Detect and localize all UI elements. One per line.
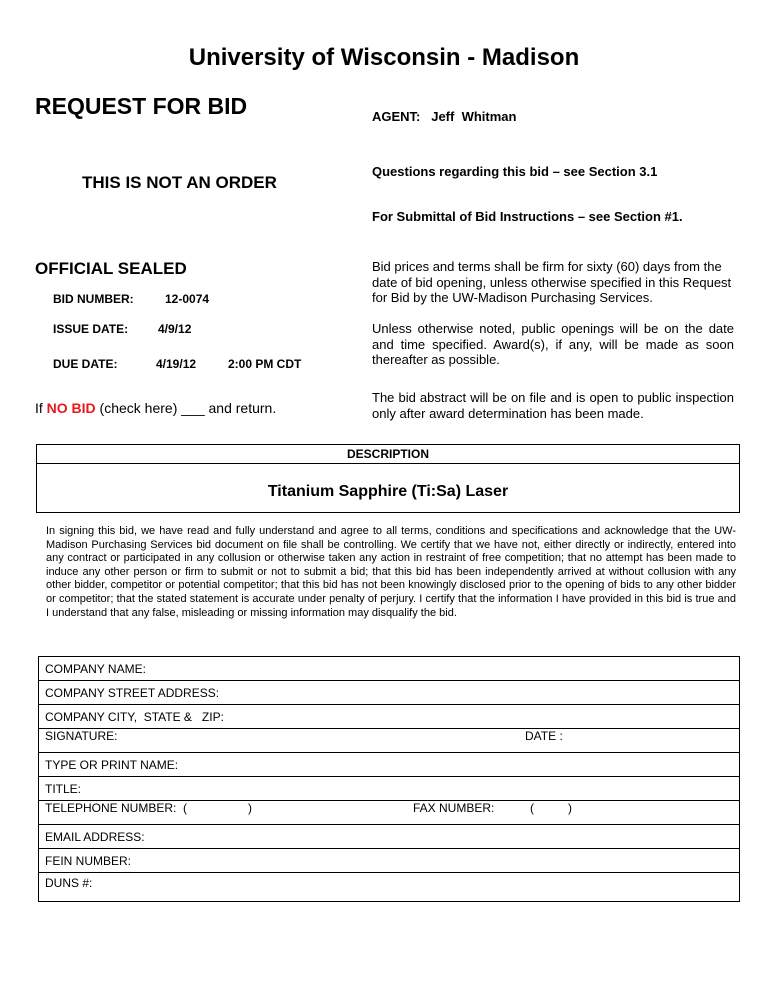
form-row (39, 657, 740, 681)
form-row (39, 873, 740, 902)
title-field[interactable]: TITLE: (39, 777, 740, 801)
official-sealed-heading: OFFICIAL SEALED (35, 259, 187, 278)
company-info-form (38, 656, 740, 902)
city-state-zip-field[interactable]: COMPANY CITY, STATE & ZIP: (39, 705, 740, 729)
due-date-label: DUE DATE: (53, 357, 118, 371)
bid-number-value: 12-0074 (165, 292, 210, 306)
phone-fax-field[interactable] (39, 801, 740, 825)
no-bid-prefix: If (35, 400, 47, 416)
form-row (39, 801, 740, 825)
form-row (39, 753, 740, 777)
bid-abstract-paragraph: The bid abstract will be on file and is open to public inspection only after award determination has been made. (372, 390, 734, 421)
questions-notice: Questions regarding this bid – see Section 3.1 (372, 164, 658, 179)
due-date-value: 4/19/12 (156, 357, 197, 371)
form-row (39, 705, 740, 729)
company-name-field[interactable]: COMPANY NAME: (39, 657, 740, 681)
fax-open-paren: ( (530, 801, 534, 815)
bid-number-label: BID NUMBER: (53, 292, 134, 306)
agent-label: AGENT: Jeff Whitman (372, 109, 517, 124)
form-row (39, 849, 740, 873)
public-openings-paragraph: Unless otherwise noted, public openings will be on the date and time specified. Award(s), if any, will be made as soon thereafter as possible. (372, 321, 734, 367)
print-name-field[interactable]: TYPE OR PRINT NAME: (39, 753, 740, 777)
form-row (39, 825, 740, 849)
fein-field[interactable]: FEIN NUMBER: (39, 849, 740, 873)
document-type-heading: REQUEST FOR BID (35, 93, 248, 119)
email-field[interactable]: EMAIL ADDRESS: (39, 825, 740, 849)
issue-date-value: 4/9/12 (158, 322, 192, 336)
telephone-close-paren: ) (248, 801, 252, 815)
description-heading: DESCRIPTION (37, 445, 739, 464)
fax-label: FAX NUMBER: (413, 801, 495, 815)
not-an-order-notice: THIS IS NOT AN ORDER (82, 173, 277, 192)
due-time-value: 2:00 PM CDT (228, 357, 302, 371)
telephone-label: TELEPHONE NUMBER: ( (45, 801, 188, 815)
no-bid-highlight: NO BID (46, 400, 96, 416)
description-title: Titanium Sapphire (Ti:Sa) Laser (267, 483, 509, 500)
signature-label: SIGNATURE: (45, 729, 118, 743)
street-address-field[interactable]: COMPANY STREET ADDRESS: (39, 681, 740, 705)
issue-date-label: ISSUE DATE: (53, 322, 129, 336)
firm-prices-paragraph: Bid prices and terms shall be firm for sixty (60) days from the date of bid opening, unless otherwise specified in this Request for Bid by the UW-Madison Purchasing Services. (372, 259, 732, 305)
form-row (39, 777, 740, 801)
institution-title: University of Wisconsin - Madison (188, 44, 580, 71)
no-bid-line (35, 400, 276, 416)
form-row (39, 681, 740, 705)
fax-close-paren: ) (568, 801, 572, 815)
duns-field[interactable]: DUNS #: (39, 873, 740, 902)
signature-field[interactable] (39, 729, 740, 753)
form-row (39, 729, 740, 753)
date-field-label: DATE : (525, 729, 563, 743)
no-bid-suffix: (check here) ___ and return. (95, 400, 277, 416)
certification-paragraph: In signing this bid, we have read and fully understand and agree to all terms, conditions and specifications and acknowledge that the UW-Madison Purchasing Services bid document on file shall be controlling. We certify that we have not, either directly or indirectly, entered into any contract or participated in any collusion or otherwise taken any action in restraint of free competition; that no attempt has been made to induce any other person or firm to submit or not to submit a bid; that this bid has been independently arrived at without collusion with any other bidder, competitor or potential competitor; that this bid has not been knowingly disclosed prior to the opening of bids to any other bidder or competitor; that the stated statement is accurate under penalty of perjury. I certify that the information I have provided in this bid is true and I understand that any false, misleading or missing information may disqualify the bid. (46, 525, 736, 619)
description-box (36, 444, 740, 513)
submittal-instructions-notice: For Submittal of Bid Instructions – see Section #1. (372, 209, 683, 224)
